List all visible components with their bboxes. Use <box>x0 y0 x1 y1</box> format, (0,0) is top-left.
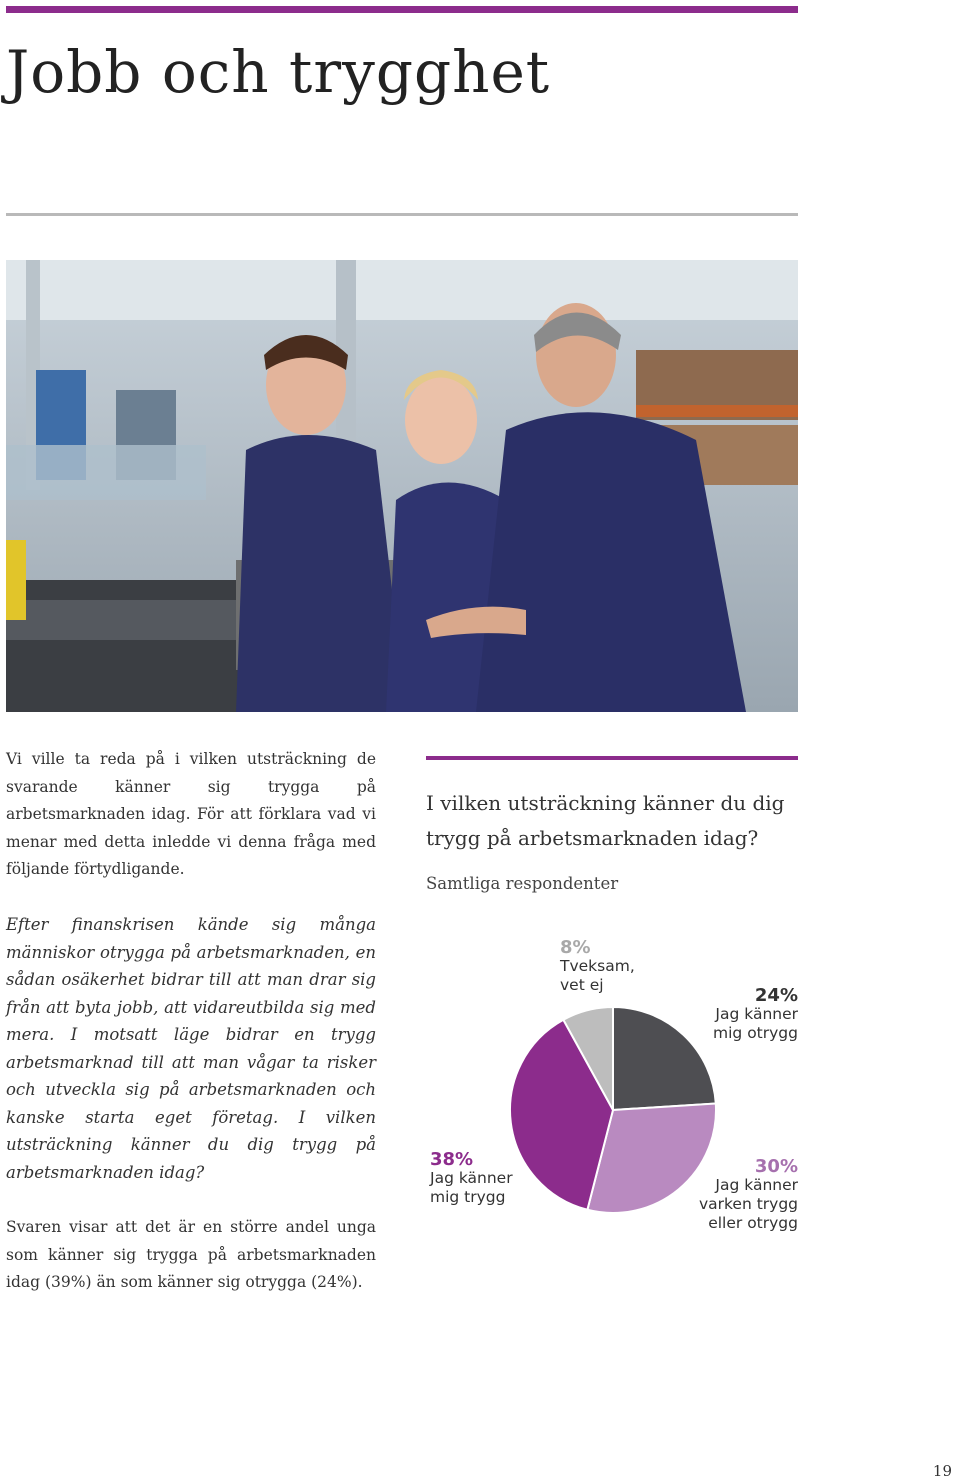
slice-label-neutral <box>680 1157 798 1233</box>
slice-label-safe <box>430 1150 550 1207</box>
chart-subtitle: Samtliga respondenter <box>426 874 619 893</box>
slice-text-line: Jag känner <box>715 1005 798 1023</box>
page-number: 19 <box>932 1462 952 1480</box>
slice-text-line: varken trygg <box>698 1195 798 1213</box>
intro-paragraph: Vi ville ta reda på i vilken utsträckning de svarande känner sig trygga på arbetsmarknaden idag. För att förklara vad vi menar med detta inledde vi denna fråga med följande förtydligande. <box>6 750 376 878</box>
slice-text-line: mig otrygg <box>713 1024 798 1042</box>
slice-pct: 38% <box>430 1149 474 1170</box>
slice-text-line: Jag känner <box>430 1169 513 1187</box>
findings-paragraph: Svaren visar att det är en större andel unga som känner sig trygga på arbetsmarknaden idag (39%) än som känner sig otrygga (24%). <box>6 1218 376 1291</box>
clarification-quote: Efter finanskrisen kände sig många människor otrygga på arbetsmarknaden, en sådan osäkerhet bidrar till att man drar sig från att byta jobb, att vidareutbilda sig med mera. I motsatt läge bidrar en trygg arbetsmarknad till att man vågar ta risker och utveckla sig på arbetsmarknaden och kanske starta eget företag. I vilken utsträckning känner du dig trygg på arbetsmarknaden idag? <box>6 915 376 1182</box>
slice-pct: 30% <box>754 1156 798 1177</box>
slice-text-line: Jag känner <box>715 1176 798 1194</box>
slice-text-line: Tveksam, <box>560 957 635 975</box>
chart-title: I vilken utsträckning känner du dig trygg på arbetsmarknaden idag? <box>426 791 785 850</box>
slice-text-line: mig trygg <box>430 1188 506 1206</box>
slice-text-line: eller otrygg <box>708 1214 798 1232</box>
slice-label-unsafe <box>700 986 798 1043</box>
slice-pct: 8% <box>560 937 591 958</box>
slice-text-line: vet ej <box>560 976 604 994</box>
slice-pct: 24% <box>754 985 798 1006</box>
page-title: Jobb och trygghet <box>6 38 551 106</box>
slice-label-unsure <box>560 938 670 995</box>
